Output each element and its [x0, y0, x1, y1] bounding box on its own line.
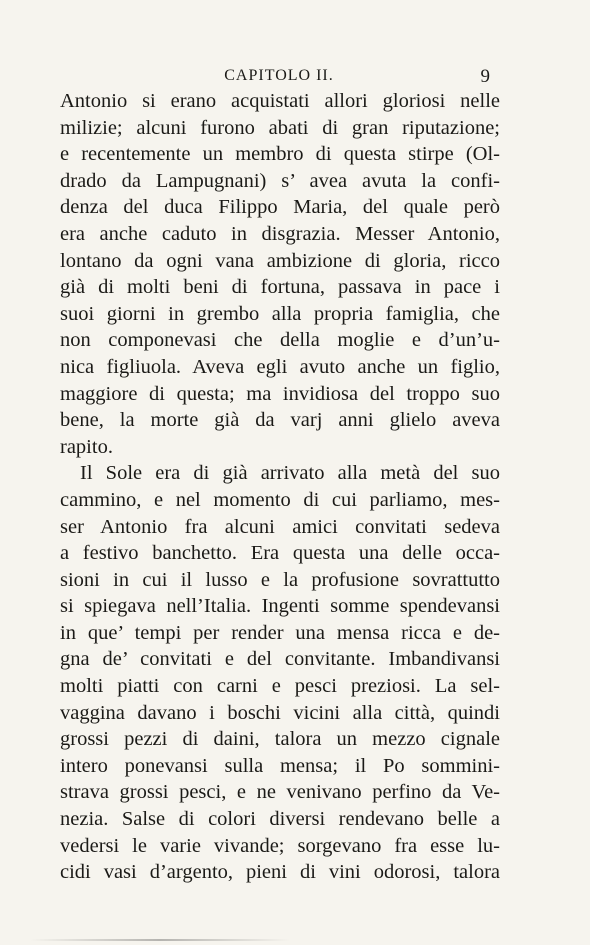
- text-line: grossi pezzi di daini, talora un mezzo cignale: [60, 728, 500, 751]
- text-line: maggiore di questa; ma invidiosa del troppo suo: [60, 382, 500, 405]
- text-line: a festivo banchetto. Era questa una delle occa-: [60, 542, 500, 565]
- text-line: rapito.: [60, 435, 113, 458]
- scan-edge-mark: [30, 939, 290, 941]
- body-text: [60, 88, 500, 886]
- text-line: molti piatti con carni e pesci preziosi. La sel-: [60, 675, 500, 698]
- text-line: suoi giorni in grembo alla propria famiglia, che: [60, 302, 500, 325]
- text-line: denza del duca Filippo Maria, del quale però: [60, 196, 500, 219]
- text-line: sioni in cui il lusso e la profusione sovrattutto: [60, 568, 500, 591]
- text-line: ser Antonio fra alcuni amici convitati sedeva: [60, 515, 500, 538]
- text-line: milizie; alcuni furono abati di gran riputazione;: [60, 116, 500, 139]
- text-line: strava grossi pesci, e ne venivano perfino da Ve-: [60, 781, 500, 804]
- text-line: Il Sole era di già arrivato alla metà del suo: [80, 462, 500, 485]
- text-line: nica figliuola. Aveva egli avuto anche un figlio,: [60, 355, 500, 378]
- page-number: 9: [480, 66, 490, 87]
- paragraph-2: [60, 460, 500, 886]
- text-line: e recentemente un membro di questa stirpe (Ol-: [60, 143, 500, 166]
- text-line: in que’ tempi per render una mensa ricca e de-: [60, 621, 500, 644]
- text-line: si spiegava nell’Italia. Ingenti somme spendevansi: [60, 595, 500, 618]
- text-line: non componevasi che della moglie e d’un’u-: [60, 329, 500, 352]
- text-line: bene, la morte già da varj anni glielo aveva: [60, 409, 500, 432]
- text-line: gna de’ convitati e del convitante. Imbandivansi: [60, 648, 500, 671]
- text-line: cammino, e nel momento di cui parliamo, mes-: [60, 488, 500, 511]
- text-line: nezia. Salse di colori diversi rendevano belle a: [60, 808, 500, 831]
- running-head: CAPITOLO II.: [224, 67, 334, 84]
- text-line: già di molti beni di fortuna, passava in pace i: [60, 276, 500, 299]
- text-line: cidi vasi d’argento, pieni di vini odorosi, talora: [60, 861, 500, 884]
- text-line: Antonio si erano acquistati allori gloriosi nelle: [60, 90, 500, 112]
- text-line: drado da Lampugnani) s’ avea avuta la confi-: [60, 169, 500, 192]
- text-line: vedersi le varie vivande; sorgevano fra esse lu-: [60, 834, 500, 857]
- text-line: vaggina davano i boschi vicini alla città, quindi: [60, 701, 500, 724]
- paragraph-1: [60, 88, 500, 460]
- text-line: intero ponevansi sulla mensa; il Po sommini-: [60, 754, 500, 777]
- text-line: lontano da ogni vana ambizione di gloria, ricco: [60, 249, 500, 272]
- text-line: era anche caduto in disgrazia. Messer Antonio,: [60, 222, 500, 245]
